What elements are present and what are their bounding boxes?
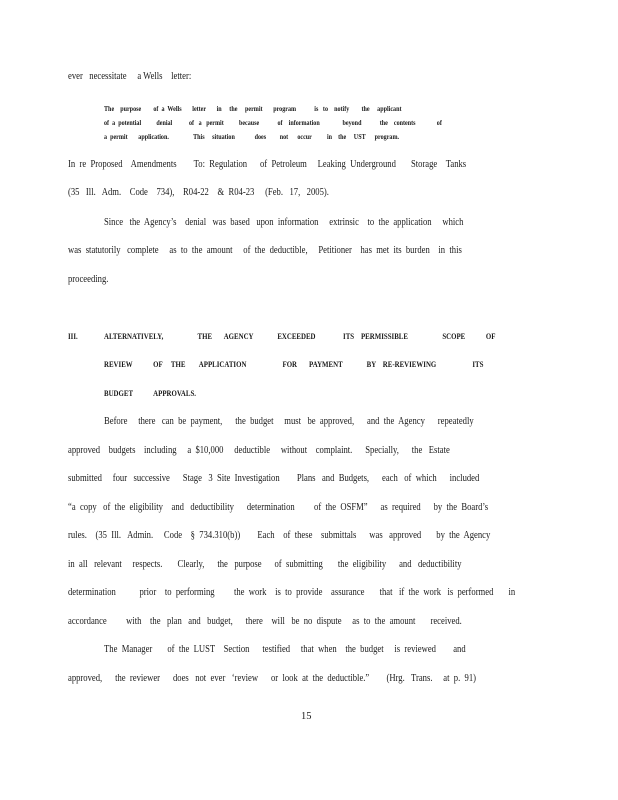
- citation-line: In re Proposed Amendments To: Regulation of Petroleum Leaking Underground Storage Tanks: [68, 159, 467, 170]
- paragraph-line: determination prior to performing the work is to provide assurance that if the work is performed in: [68, 587, 516, 598]
- paragraph-line: rules. (35 Ill. Admin. Code § 734.310(b)) Each of these submittals was approved by the Agency: [68, 530, 491, 541]
- paragraph-line: in all relevant respects. Clearly, the purpose of submitting the eligibility and deductibility: [68, 559, 462, 570]
- page-number: 15: [301, 711, 312, 722]
- citation-line: (35 Ill. Adm. Code 734), R04-22 & R04-23 (Feb. 17, 2005).: [68, 187, 329, 198]
- quote-line: a permit application. This situation does not occur in the UST program.: [104, 132, 400, 141]
- paragraph-line: Before there can be payment, the budget must be approved, and the Agency repeatedly: [104, 416, 474, 427]
- paragraph-line: proceeding.: [68, 274, 109, 285]
- paragraph-line: “a copy of the eligibility and deductibility determination of the OSFM” as required by the Board’s: [68, 502, 489, 513]
- heading-line: REVIEW OF THE APPLICATION FOR PAYMENT BY RE-REVIEWING ITS: [104, 359, 484, 369]
- paragraph-line: The Manager of the LUST Section testified that when the budget is reviewed and: [104, 644, 466, 655]
- quote-line: The purpose of a Wells letter in the permit program is to notify the applicant: [104, 104, 402, 113]
- section-number: III.: [68, 331, 78, 341]
- paragraph-line: approved budgets including a $10,000 deductible without complaint. Specially, the Estate: [68, 445, 450, 456]
- paragraph-line: was statutorily complete as to the amount of the deductible, Petitioner has met its burden in this: [68, 245, 462, 256]
- paragraph-line: submitted four successive Stage 3 Site Investigation Plans and Budgets, each of which included: [68, 473, 480, 484]
- heading-line: BUDGET APPROVALS.: [104, 388, 197, 398]
- intro-line: ever necessitate a Wells letter:: [68, 71, 192, 82]
- paragraph-line: accordance with the plan and budget, there will be no dispute as to the amount received.: [68, 616, 462, 627]
- heading-line: ALTERNATIVELY, THE AGENCY EXCEEDED ITS PERMISSIBLE SCOPE OF: [104, 331, 496, 341]
- quote-line: of a potential denial of a permit because of information beyond the contents of: [104, 118, 442, 127]
- paragraph-line: Since the Agency’s denial was based upon information extrinsic to the application which: [104, 217, 464, 228]
- paragraph-line: approved, the reviewer does not ever ‘review or look at the deductible.” (Hrg. Trans. at p. 91): [68, 673, 477, 684]
